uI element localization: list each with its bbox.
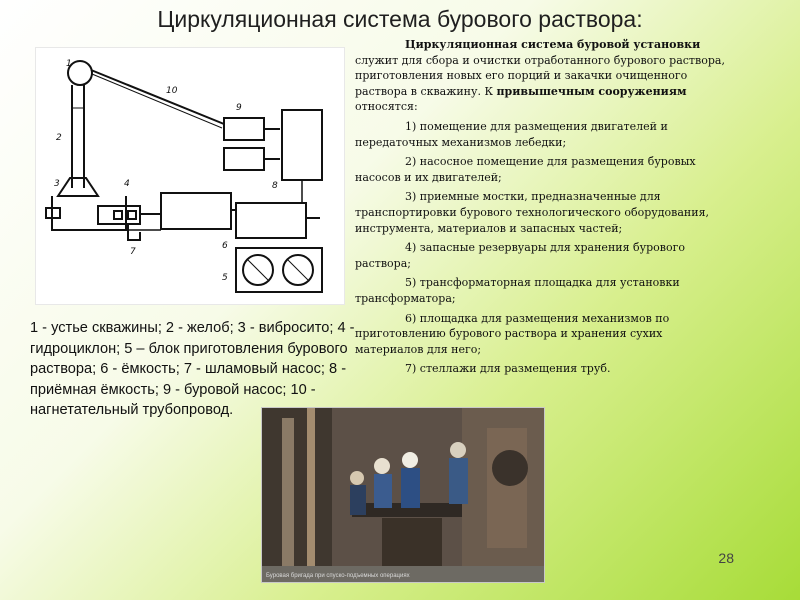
list-item: 4) запасные резервуары для хранения бурового раствора;	[355, 241, 686, 270]
list-item: 7) стеллажи для размещения труб.	[405, 362, 611, 376]
diagram-label-8: 8	[272, 181, 278, 191]
diagram-label-2: 2	[56, 133, 62, 143]
list-item: 5) трансформаторная площадка для установки трансформатора;	[355, 276, 680, 305]
diagram-label-4: 4	[124, 179, 130, 189]
intro-text: служит для сбора и очистки отработанного бурового раствора, приготовления новых его порций и закачки очищенного раствора в скважину. К	[355, 53, 725, 98]
diagram-label-10: 10	[166, 86, 178, 96]
diagram-label-7: 7	[130, 247, 136, 257]
diagram-label-1: 1	[66, 59, 72, 69]
list-item: 2) насосное помещение для размещения буровых насосов и их двигателей;	[355, 155, 696, 184]
diagram-label-9: 9	[236, 103, 242, 113]
list-item: 6) площадка для размещения механизмов по приготовлению бурового раствора и хранения сухих материалов для него;	[355, 311, 670, 356]
circulation-system-diagram	[36, 48, 344, 304]
description-text	[355, 37, 730, 381]
photo-caption: Буровая бригада при спуско-подъемных операциях	[266, 573, 410, 579]
diagram-label-6: 6	[222, 241, 228, 251]
diagram-legend: 1 - устье скважины; 2 - желоб; 3 - вибросито; 4 - гидроциклон; 5 – блок приготовления бурового раствора; 6 - ёмкость; 7 - шламовый насос; 8 - приёмная ёмкость; 9 - буровой насос; 10 - нагнетательный трубопровод.	[30, 320, 355, 418]
slide-title: Циркуляционная система бурового раствора:	[157, 6, 643, 32]
intro-bold-2: привышечным сооружениям	[496, 84, 687, 98]
intro-end: относятся:	[355, 100, 418, 114]
drilling-crew-photo	[262, 408, 544, 582]
diagram-label-5: 5	[222, 273, 228, 283]
intro-bold-1: Циркуляционная система буровой установки	[405, 38, 701, 51]
list-item: 3) приемные мостки, предназначенные для транспортировки бурового технологического оборудования, инструмента, материалов и запасных частей;	[355, 190, 710, 235]
page-number: 28	[718, 550, 734, 566]
list-item: 1) помещение для размещения двигателей и передаточных механизмов лебедки;	[355, 119, 668, 149]
diagram-label-3: 3	[54, 179, 60, 189]
